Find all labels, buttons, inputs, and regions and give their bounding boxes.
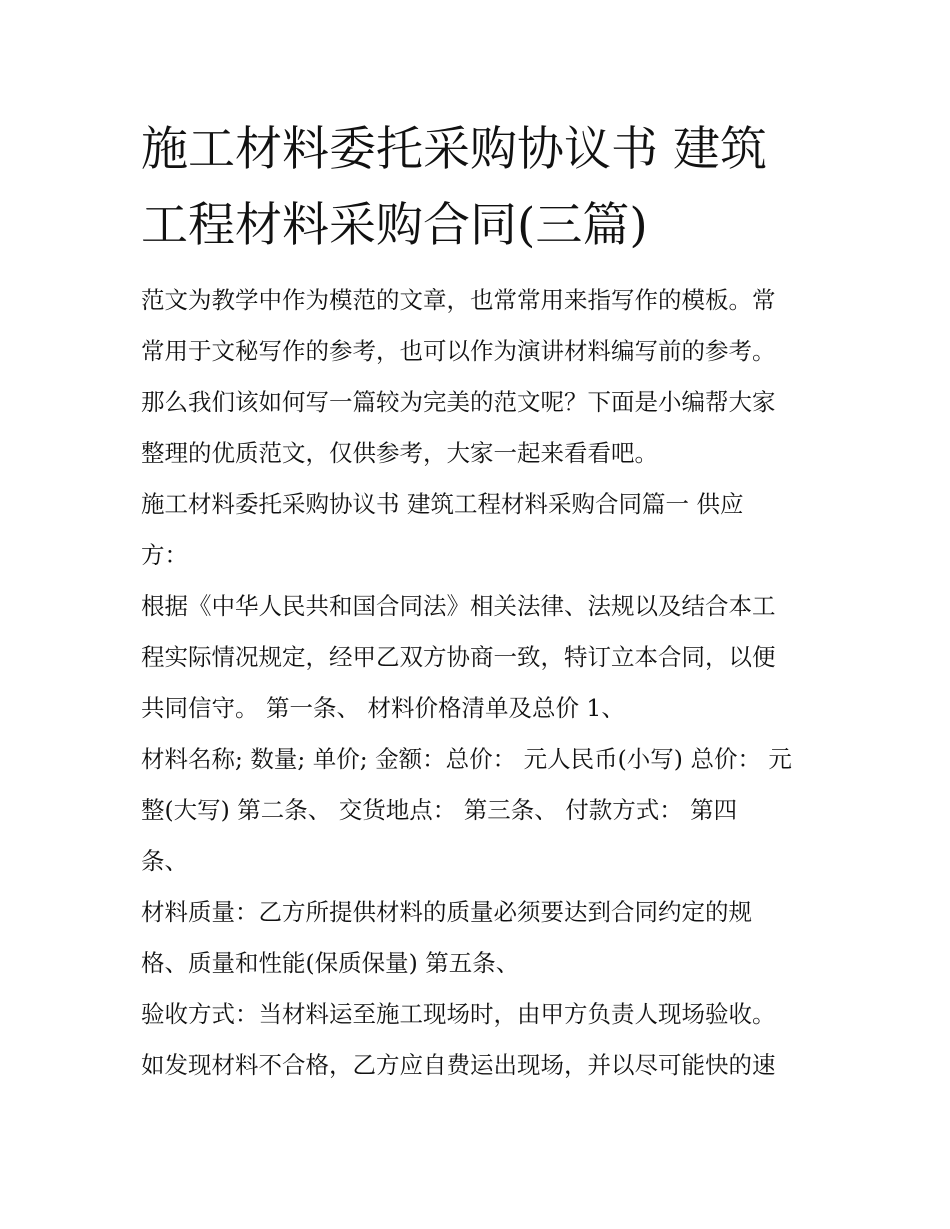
body-line: 共同信守。 第一条、 材料价格清单及总价 1、 [141,694,625,722]
body-line: 方： [141,541,188,569]
body-line: 如发现材料不合格，乙方应自费运出现场，并以尽可能快的速 [141,1051,776,1079]
body-line: 材料名称; 数量; 单价; 金额：总价： 元人民币(小写) 总价： 元 [141,745,792,773]
document-title [141,112,831,264]
body-line: 常用于文秘写作的参考，也可以作为演讲材料编写前的参考。 [141,337,776,365]
body-line: 根据《中华人民共和国合同法》相关法律、法规以及结合本工 [141,592,776,620]
body-line: 整理的优质范文，仅供参考，大家一起来看看吧。 [141,439,658,467]
title-line: 工程材料采购合同(三篇) [141,198,648,253]
document-body [141,275,821,1091]
body-line: 整(大写) 第二条、 交货地点： 第三条、 付款方式： 第四 [141,796,738,824]
body-line: 施工材料委托采购协议书 建筑工程材料采购合同篇一 供应 [141,490,744,518]
body-line: 验收方式：当材料运至施工现场时，由甲方负责人现场验收。 [141,1000,776,1028]
body-line: 那么我们该如何写一篇较为完美的范文呢？下面是小编帮大家 [141,388,776,416]
body-line: 程实际情况规定，经甲乙双方协商一致，特订立本合同，以便 [141,643,776,671]
body-line: 材料质量：乙方所提供材料的质量必须要达到合同约定的规 [141,898,752,926]
body-line: 格、质量和性能(保质保量) 第五条、 [141,949,520,977]
title-line: 施工材料委托采购协议书 建筑 [141,122,767,177]
body-line: 条、 [141,847,188,875]
body-line: 范文为教学中作为模范的文章，也常常用来指写作的模板。常 [141,286,776,314]
